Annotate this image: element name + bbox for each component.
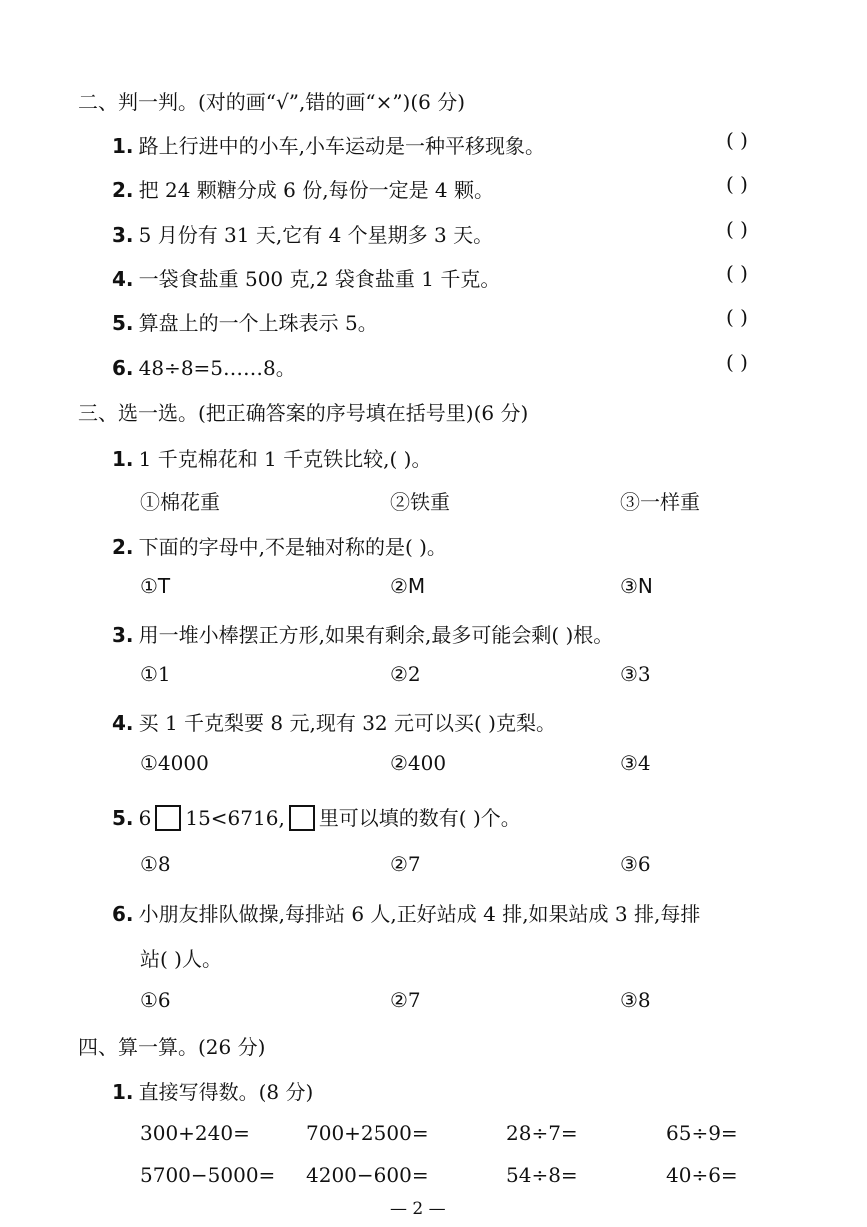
page-number: — 2 — xyxy=(390,1199,446,1219)
option-a[interactable]: ①1 xyxy=(140,662,171,686)
calc-item[interactable]: 5700−5000= xyxy=(140,1163,276,1187)
option-b[interactable]: ②M xyxy=(390,574,426,598)
option-a[interactable]: ①8 xyxy=(140,852,171,876)
choice-question-4 xyxy=(112,707,556,736)
answer-paren-2[interactable]: ( ) xyxy=(726,172,748,196)
question-number: 6. xyxy=(112,902,134,926)
question-number: 3. xyxy=(112,623,134,647)
answer-paren-4[interactable]: ( ) xyxy=(726,261,748,285)
section2-title: 二、判一判。(对的画“√”,错的画“×”)(6 分) xyxy=(78,90,466,114)
judge-item-6 xyxy=(112,352,296,381)
item-number: 6. xyxy=(112,356,134,380)
calc-item[interactable]: 4200−600= xyxy=(306,1163,429,1187)
question-text: 直接写得数。(8 分) xyxy=(138,1080,314,1104)
option-c[interactable]: ③4 xyxy=(620,751,651,775)
question-text: 小朋友排队做操,每排站 6 人,正好站成 4 排,如果站成 3 排,每排 xyxy=(138,902,701,926)
question-number: 5. xyxy=(112,806,134,830)
digit-box[interactable] xyxy=(289,805,315,831)
item-text: 把 24 颗糖分成 6 份,每份一定是 4 颗。 xyxy=(138,178,495,202)
item-number: 1. xyxy=(112,134,134,158)
section3-title: 三、选一选。(把正确答案的序号填在括号里)(6 分) xyxy=(78,401,529,425)
option-b[interactable]: ②铁重 xyxy=(390,490,450,514)
question-number: 1. xyxy=(112,447,134,471)
option-c[interactable]: ③N xyxy=(620,574,653,598)
digit-box[interactable] xyxy=(155,805,181,831)
choice-question-1 xyxy=(112,443,431,472)
item-number: 3. xyxy=(112,223,134,247)
item-text: 路上行进中的小车,小车运动是一种平移现象。 xyxy=(138,134,545,158)
option-c[interactable]: ③8 xyxy=(620,988,651,1012)
calc-item[interactable]: 28÷7= xyxy=(506,1121,578,1145)
choice-question-2 xyxy=(112,531,447,560)
answer-paren-6[interactable]: ( ) xyxy=(726,350,748,374)
calc-item[interactable]: 300+240= xyxy=(140,1121,250,1145)
option-c[interactable]: ③一样重 xyxy=(620,490,700,514)
calc-item[interactable]: 65÷9= xyxy=(666,1121,738,1145)
option-c[interactable]: ③6 xyxy=(620,852,651,876)
choice-question-6 xyxy=(112,898,700,927)
option-b[interactable]: ②400 xyxy=(390,751,447,775)
item-number: 5. xyxy=(112,311,134,335)
judge-item-2 xyxy=(112,174,494,203)
option-b[interactable]: ②7 xyxy=(390,988,421,1012)
section4-title: 四、算一算。(26 分) xyxy=(78,1035,266,1059)
question-text-pre: 6 xyxy=(138,806,152,830)
option-c[interactable]: ③3 xyxy=(620,662,651,686)
option-b[interactable]: ②7 xyxy=(390,852,421,876)
choice-question-5 xyxy=(112,802,521,831)
question-number: 2. xyxy=(112,535,134,559)
judge-item-5 xyxy=(112,307,378,336)
answer-paren-5[interactable]: ( ) xyxy=(726,305,748,329)
calc-item[interactable]: 700+2500= xyxy=(306,1121,429,1145)
answer-paren-1[interactable]: ( ) xyxy=(726,128,748,152)
option-a[interactable]: ①棉花重 xyxy=(140,490,220,514)
answer-paren-3[interactable]: ( ) xyxy=(726,217,748,241)
option-b[interactable]: ②2 xyxy=(390,662,421,686)
item-text: 5 月份有 31 天,它有 4 个星期多 3 天。 xyxy=(138,223,494,247)
choice-question-3 xyxy=(112,619,613,648)
item-number: 2. xyxy=(112,178,134,202)
question-text-post: 里可以填的数有( )个。 xyxy=(318,806,521,830)
question-text-continued: 站( )人。 xyxy=(140,947,222,971)
judge-item-1 xyxy=(112,130,545,159)
item-text: 一袋食盐重 500 克,2 袋食盐重 1 千克。 xyxy=(138,267,501,291)
question-text: 下面的字母中,不是轴对称的是( )。 xyxy=(138,535,447,559)
question-text: 用一堆小棒摆正方形,如果有剩余,最多可能会剩( )根。 xyxy=(138,623,614,647)
question-text: 1 千克棉花和 1 千克铁比较,( )。 xyxy=(138,447,432,471)
item-text: 算盘上的一个上珠表示 5。 xyxy=(138,311,378,335)
option-a[interactable]: ①T xyxy=(140,574,171,598)
option-a[interactable]: ①6 xyxy=(140,988,171,1012)
question-number: 4. xyxy=(112,711,134,735)
judge-item-4 xyxy=(112,263,500,292)
option-a[interactable]: ①4000 xyxy=(140,751,209,775)
question-text-mid: 15<6716, xyxy=(185,806,285,830)
calc-item[interactable]: 54÷8= xyxy=(506,1163,578,1187)
item-number: 4. xyxy=(112,267,134,291)
judge-item-3 xyxy=(112,219,493,248)
sub-question-1 xyxy=(112,1076,313,1105)
item-text: 48÷8=5……8。 xyxy=(138,356,296,380)
question-number: 1. xyxy=(112,1080,134,1104)
question-text: 买 1 千克梨要 8 元,现有 32 元可以买( )克梨。 xyxy=(138,711,556,735)
calc-item[interactable]: 40÷6= xyxy=(666,1163,738,1187)
